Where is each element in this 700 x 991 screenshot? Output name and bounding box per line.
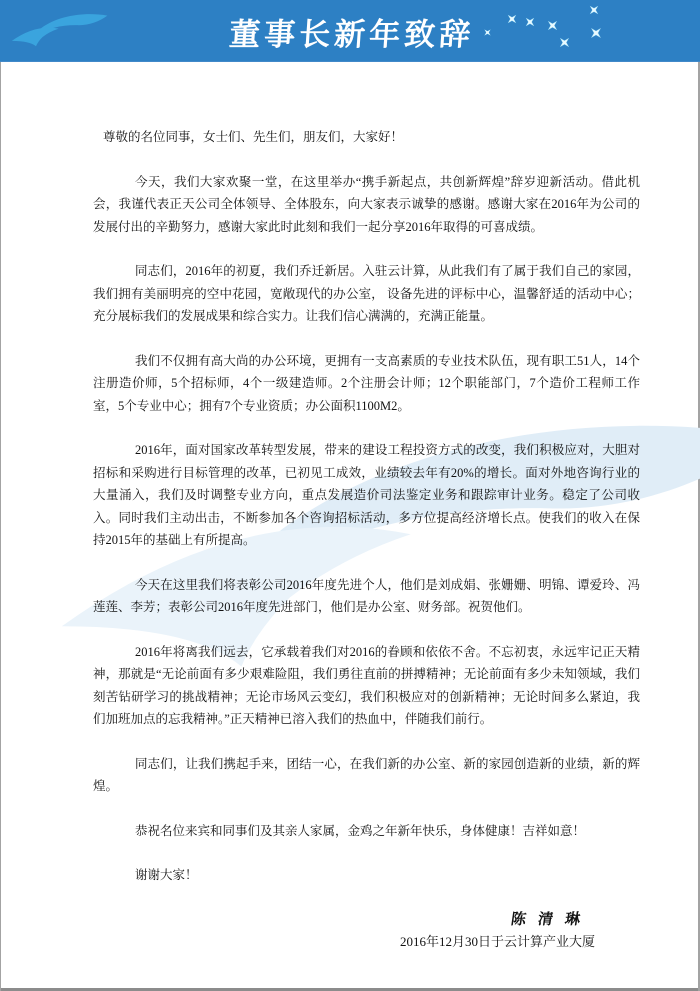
document-body	[93, 126, 640, 953]
paragraph: 今天，我们大家欢聚一堂，在这里举办“携手新起点，共创新辉煌”辞岁迎新活动。借此机会，我谨代表正天公司全体领导、全体股东，向大家表示诚挚的感谢。感谢大家在2016年为公司的发展付出的辛勤努力，感谢大家此时此刻和我们一起分享2016年取得的可喜成绩。	[93, 174, 640, 234]
paragraph: 同志们，2016年的初夏，我们乔迁新居。入驻云计算，从此我们有了属于我们自己的家园，我们拥有美丽明亮的空中花园，宽敞现代的办公室， 设备先进的评标中心，温馨舒适的活动中心；充分展标我们的发展成果和综合实力。让我们信心满满的，充满正能量。	[93, 264, 640, 323]
salutation-line: 尊敬的名位同事，女士们、先生们，朋友们，大家好！	[103, 130, 404, 144]
paragraph: 2016年，面对国家改革转型发展，带来的建设工程投资方式的改变，我们积极应对，大胆对招标和采购进行目标管理的改革，已初见工成效，业绩较去年有20%的增长。面对外地咨询行业的大量涌入，我们及时调整专业方向，重点发展造价司法鉴定业务和跟踪审计业务。稳定了公司收入。同时我们主动出击，不断参加各个咨询招标活动，多方位提高经济增长点。使我们的收入在保持2015年的基础上有所提高。	[93, 443, 640, 547]
paragraph: 2016年将离我们远去，它承载着我们对2016的眷顾和依依不舍。不忘初衷，永远牢记正天精神，那就是“无论前面有多少艰难险阻，我们勇往直前的拼搏精神；无论前面有多少未知领域，我们刻苦钻研学习的挑战精神；无论市场风云变幻，我们积极应对的创新精神；无论时间多么紧迫，我们加班加点的忘我精神。”正天精神已溶入我们的热血中，伴随我们前行。	[93, 644, 640, 726]
signature-name: 陈清琳	[509, 911, 594, 928]
paragraph: 我们不仅拥有高大尚的办公环境，更拥有一支高素质的专业技术队伍，现有职工51人，14个注册造价师，5个招标师，4个一级建造师。2个注册会计师；12个职能部门，7个造价工程师工作室，5个专业中心；拥有7个专业资质；办公面积1100M2。	[93, 353, 640, 413]
paragraph: 同志们，让我们携起手来，团结一心，在我们新的办公室、新的家园创造新的业绩，新的辉煌。	[93, 756, 640, 793]
header-banner	[0, 0, 700, 62]
page-title: 董事长新年致辞	[228, 16, 476, 52]
paragraph: 今天在这里我们将表彰公司2016年度先进个人，他们是刘成娟、张姗姗、明锦、谭爱玲、冯莲莲、李芳；表彰公司2016年度先进部门，他们是办公室、财务部。祝贺他们。	[93, 577, 640, 614]
paragraph: 谢谢大家！	[135, 868, 198, 882]
dateline: 2016年12月30日于云计算产业大厦	[399, 933, 595, 949]
paragraph: 恭祝名位来宾和同事们及其亲人家属，金鸡之年新年快乐，身体健康！吉祥如意！	[135, 823, 586, 838]
closing-block	[93, 909, 640, 953]
